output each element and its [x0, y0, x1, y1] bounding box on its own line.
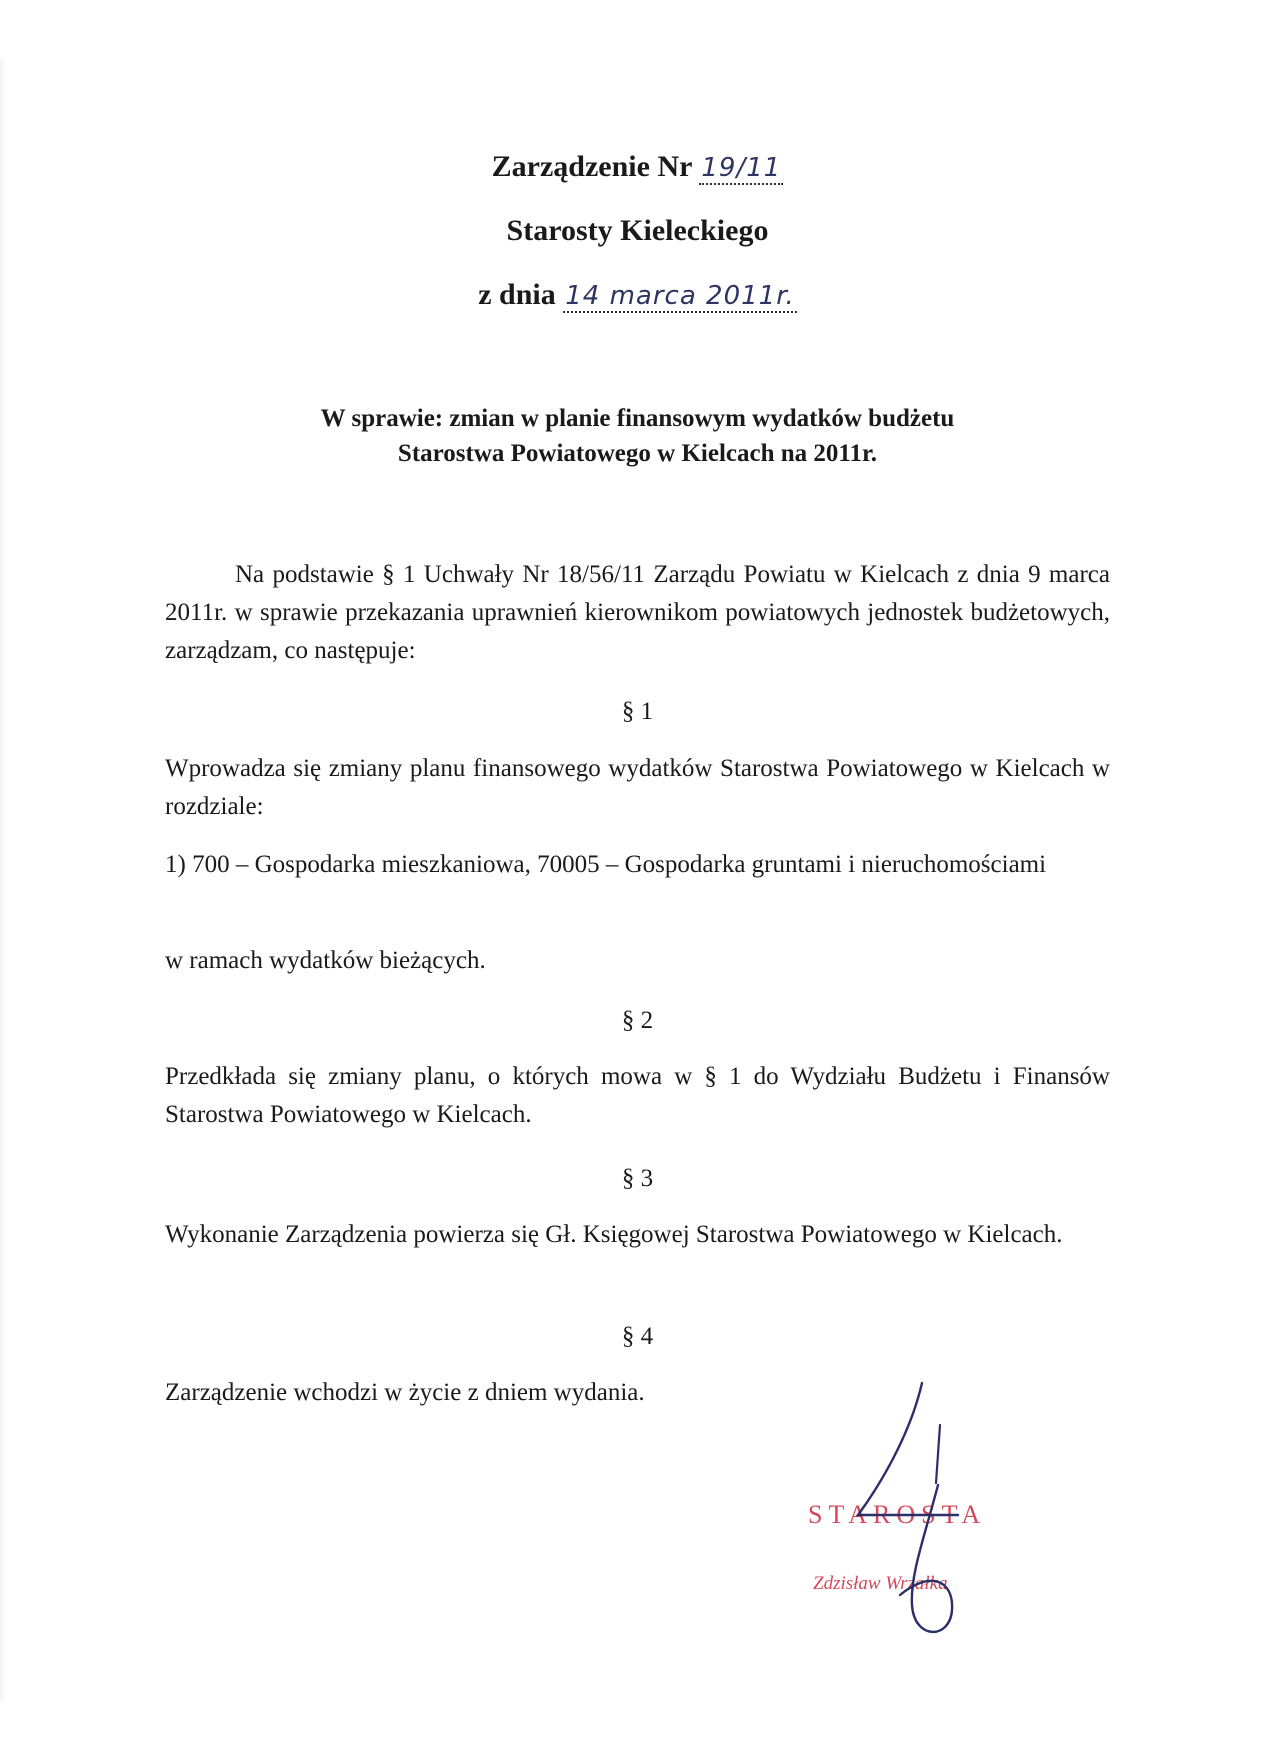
handwritten-signature — [840, 1365, 1020, 1655]
document-issuer: Starosty Kieleckiego — [506, 214, 769, 247]
document-title — [0, 148, 1275, 187]
title-prefix: Zarządzenie Nr — [491, 150, 692, 183]
section-4-text: Zarządzenie wchodzi w życie z dniem wydania. — [165, 1379, 645, 1406]
handwritten-order-number: 19/11 — [701, 153, 782, 183]
legal-basis-paragraph: Na podstawie § 1 Uchwały Nr 18/56/11 Zarządu Powiatu w Kielcach z dnia 9 marca 2011r. w sprawie przekazania uprawnień kierownikom powiatowych jednostek budżetowych, zarządzam, co następuje: — [165, 561, 1110, 664]
section-2-mark: § 2 — [621, 1007, 654, 1034]
subject-line-2: Starostwa Powiatowego w Kielcach na 2011r. — [397, 440, 878, 467]
section-3-text: Wykonanie Zarządzenia powierza się Gł. Księgowej Starostwa Powiatowego w Kielcach. — [165, 1221, 1063, 1248]
date-prefix: z dnia — [478, 278, 556, 311]
document-date — [0, 276, 1275, 315]
stamp-name: Zdzisław Wrzałka — [813, 1573, 948, 1594]
section-1-mark: § 1 — [621, 698, 654, 725]
handwritten-date: 14 marca 2011r. — [565, 281, 795, 311]
subject-line-1: W sprawie: zmian w planie finansowym wydatków budżetu — [320, 405, 955, 432]
section-2-text: Przedkłada się zmiany planu, o których mowa w § 1 do Wydziału Budżetu i Finansów Starostwa Powiatowego w Kielcach. — [165, 1063, 1110, 1128]
stamp-title: STAROSTA — [808, 1500, 987, 1529]
section-1-item-1: 1) 700 – Gospodarka mieszkaniowa, 70005 – Gospodarka gruntami i nieruchomościami — [165, 851, 1047, 878]
section-1-tail: w ramach wydatków bieżących. — [165, 947, 486, 974]
section-4-mark: § 4 — [621, 1323, 654, 1350]
section-1-text: Wprowadza się zmiany planu finansowego wydatków Starostwa Powiatowego w Kielcach w rozdziale: — [165, 755, 1110, 820]
section-3-mark: § 3 — [621, 1165, 654, 1192]
